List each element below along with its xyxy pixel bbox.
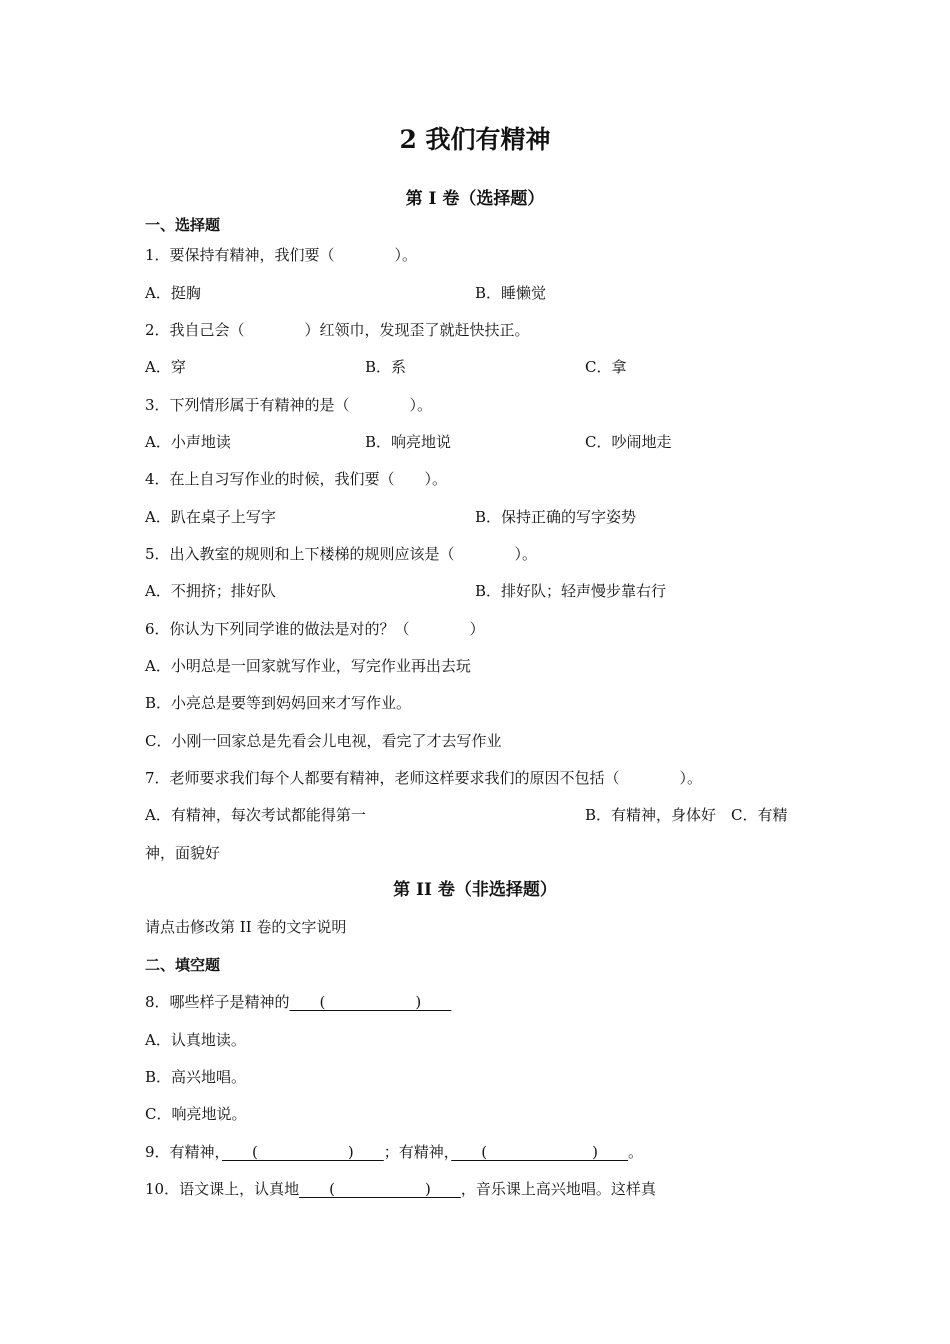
q9-blank-2: ( ) [451,1143,628,1161]
q8-option-c: C．响亮地说。 [145,1105,247,1123]
q10-blank: ( ) [299,1180,461,1198]
question-7: 7．老师要求我们每个人都要有精神，老师这样要求我们的原因不包括（ ）。 [145,769,703,787]
question-4: 4．在上自习写作业的时候，我们要（ ）。 [145,470,448,488]
q7-option-c-continued: 神，面貌好 [145,844,221,862]
part2-heading: 第 II 卷（非选择题） [393,880,557,900]
q10-prefix: 10．语文课上，认真地 [145,1180,300,1198]
question-2: 2．我自己会（ ）红领巾，发现歪了就赶快扶正。 [145,321,530,339]
q9-end: 。 [628,1143,644,1161]
q1-option-b: B．睡懒觉 [475,284,547,302]
question-3: 3．下列情形属于有精神的是（ ）。 [145,396,433,414]
q5-option-b: B．排好队；轻声慢步靠右行 [475,582,667,600]
q7-option-a: A．有精神，每次考试都能得第一 [145,806,366,824]
q8-option-a: A．认真地读。 [145,1031,246,1049]
q9-middle: ；有精神， [383,1143,452,1161]
q6-option-c: C．小刚一回家总是先看会儿电视，看完了才去写作业 [145,732,502,750]
question-8 [145,992,451,1012]
section1-heading: 一、选择题 [145,216,221,234]
q8-blank: ( ) [289,993,452,1011]
q4-option-a: A．趴在桌子上写字 [145,508,276,526]
q3-option-a: A．小声地读 [145,433,231,451]
q5-option-a: A．不拥挤；排好队 [145,582,276,600]
section2-heading: 二、填空题 [145,956,221,974]
q2-option-c: C．拿 [585,358,627,376]
q3-option-b: B．响亮地说 [365,433,452,451]
q2-option-b: B．系 [365,358,407,376]
q8-option-b: B．高兴地唱。 [145,1068,247,1086]
question-1: 1．要保持有精神，我们要（ ）。 [145,246,418,264]
q2-option-a: A．穿 [145,358,186,376]
part2-note: 请点击修改第 II 卷的文字说明 [145,918,347,936]
q8-prefix: 8．哪些样子是精神的 [145,993,290,1011]
question-9 [145,1142,643,1162]
q1-option-a: A．挺胸 [145,284,201,302]
document-title: 2 我们有精神 [399,125,551,154]
question-5: 5．出入教室的规则和上下楼梯的规则应该是（ ）。 [145,545,538,563]
q7-option-bc: B．有精神，身体好 C．有精 [585,806,788,824]
part1-heading: 第 I 卷（选择题） [405,189,545,209]
q9-prefix: 9．有精神， [145,1143,223,1161]
q6-option-a: A．小明总是一回家就写作业，写完作业再出去玩 [145,657,471,675]
q9-blank-1: ( ) [222,1143,384,1161]
q4-option-b: B．保持正确的写字姿势 [475,508,637,526]
question-6: 6．你认为下列同学谁的做法是对的？（ ） [145,620,485,638]
q10-suffix: ，音乐课上高兴地唱。这样真 [460,1180,656,1198]
question-10 [145,1179,656,1199]
q3-option-c: C．吵闹地走 [585,433,672,451]
q6-option-b: B．小亮总是要等到妈妈回来才写作业。 [145,694,412,712]
